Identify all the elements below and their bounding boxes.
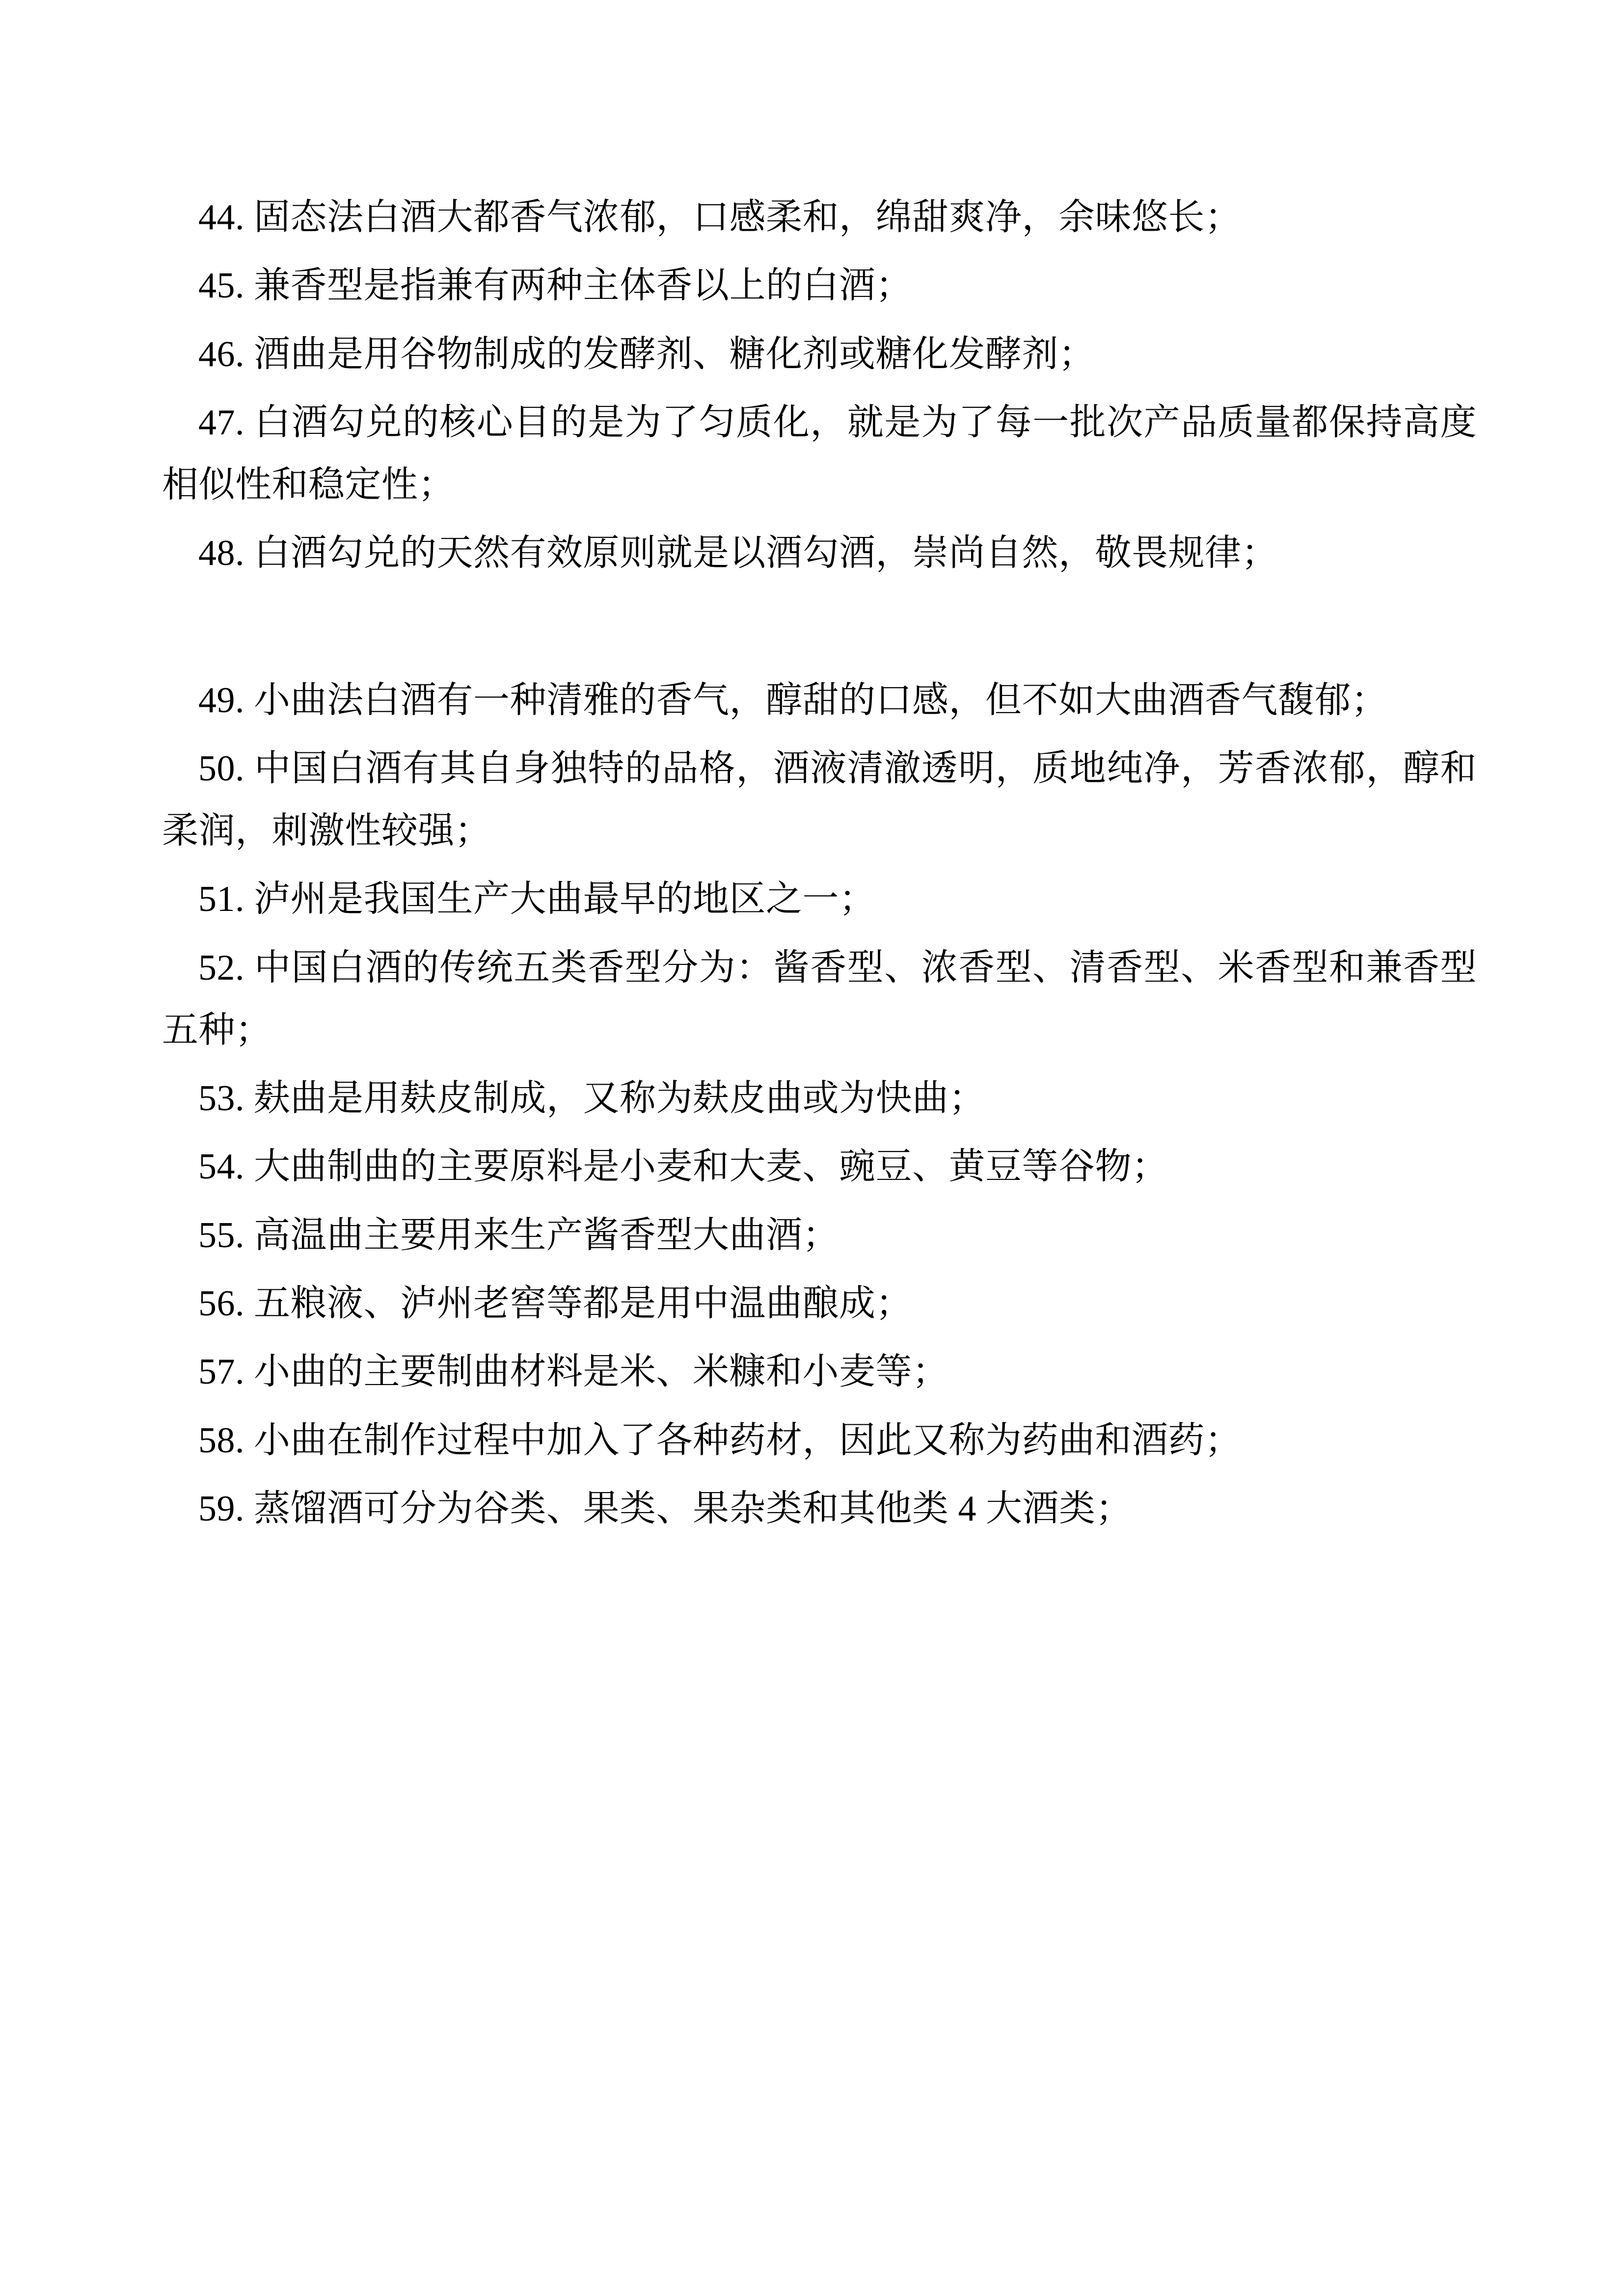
list-item: [162, 1136, 1477, 1198]
list-item: [162, 1204, 1477, 1267]
list-item: [162, 1341, 1477, 1403]
list-item: [162, 1478, 1477, 1540]
list-item-text: 53. 麸曲是用麸皮制成，又称为麸皮曲或为快曲；: [198, 1078, 985, 1119]
list-item: [162, 738, 1477, 863]
list-item-text: 54. 大曲制曲的主要原料是小麦和大麦、豌豆、黄豆等谷物；: [198, 1147, 1168, 1187]
list-item: [162, 937, 1477, 1062]
list-item: [162, 323, 1477, 386]
list-item: [162, 255, 1477, 317]
list-item-text: 47. 白酒勾兑的核心目的是为了匀质化，就是为了每一批次产品质量都保持高度相似性和稳定性；: [162, 402, 1477, 506]
list-item-text: 49. 小曲法白酒有一种清雅的香气，醇甜的口感，但不如大曲酒香气馥郁；: [198, 680, 1388, 721]
list-item: [162, 187, 1477, 249]
list-item: [162, 1068, 1477, 1130]
list-item-text: 55. 高温曲主要用来生产酱香型大曲酒；: [198, 1215, 839, 1255]
list-item-text: 57. 小曲的主要制曲材料是米、米糠和小麦等；: [198, 1352, 949, 1392]
list-item-text: 50. 中国白酒有其自身独特的品格，酒液清澈透明，质地纯净，芳香浓郁，醇和柔润，刺激性较强；: [162, 748, 1477, 852]
list-item-text: 56. 五粮液、泸州老窖等都是用中温曲酿成；: [198, 1283, 912, 1324]
list-item-text: 59. 蒸馏酒可分为谷类、果类、果杂类和其他类 4 大酒类；: [198, 1488, 1132, 1529]
list-item: [162, 669, 1477, 732]
list-item: [162, 868, 1477, 931]
list-item: [162, 392, 1477, 517]
list-item: [162, 1273, 1477, 1335]
list-item-text: 58. 小曲在制作过程中加入了各种药材，因此又称为药曲和酒药；: [198, 1420, 1242, 1461]
list-item-text: 51. 泸州是我国生产大曲最早的地区之一；: [198, 879, 876, 920]
list-item-text: 44. 固态法白酒大都香气浓郁，口感柔和，绵甜爽净，余味悠长；: [198, 197, 1242, 238]
list-item-text: 46. 酒曲是用谷物制成的发酵剂、糖化剂或糖化发酵剂；: [198, 334, 1095, 374]
list-item-text: 52. 中国白酒的传统五类香型分为：酱香型、浓香型、清香型、米香型和兼香型五种；: [162, 947, 1477, 1050]
list-item: [162, 1410, 1477, 1472]
paragraph-spacer: [162, 591, 1477, 669]
list-item-text: 45. 兼香型是指兼有两种主体香以上的白酒；: [198, 266, 912, 306]
list-item-text: 48. 白酒勾兑的天然有效原则就是以酒勾酒，崇尚自然，敬畏规律；: [198, 533, 1278, 574]
list-item: [162, 522, 1477, 585]
document-body: [162, 187, 1477, 1540]
